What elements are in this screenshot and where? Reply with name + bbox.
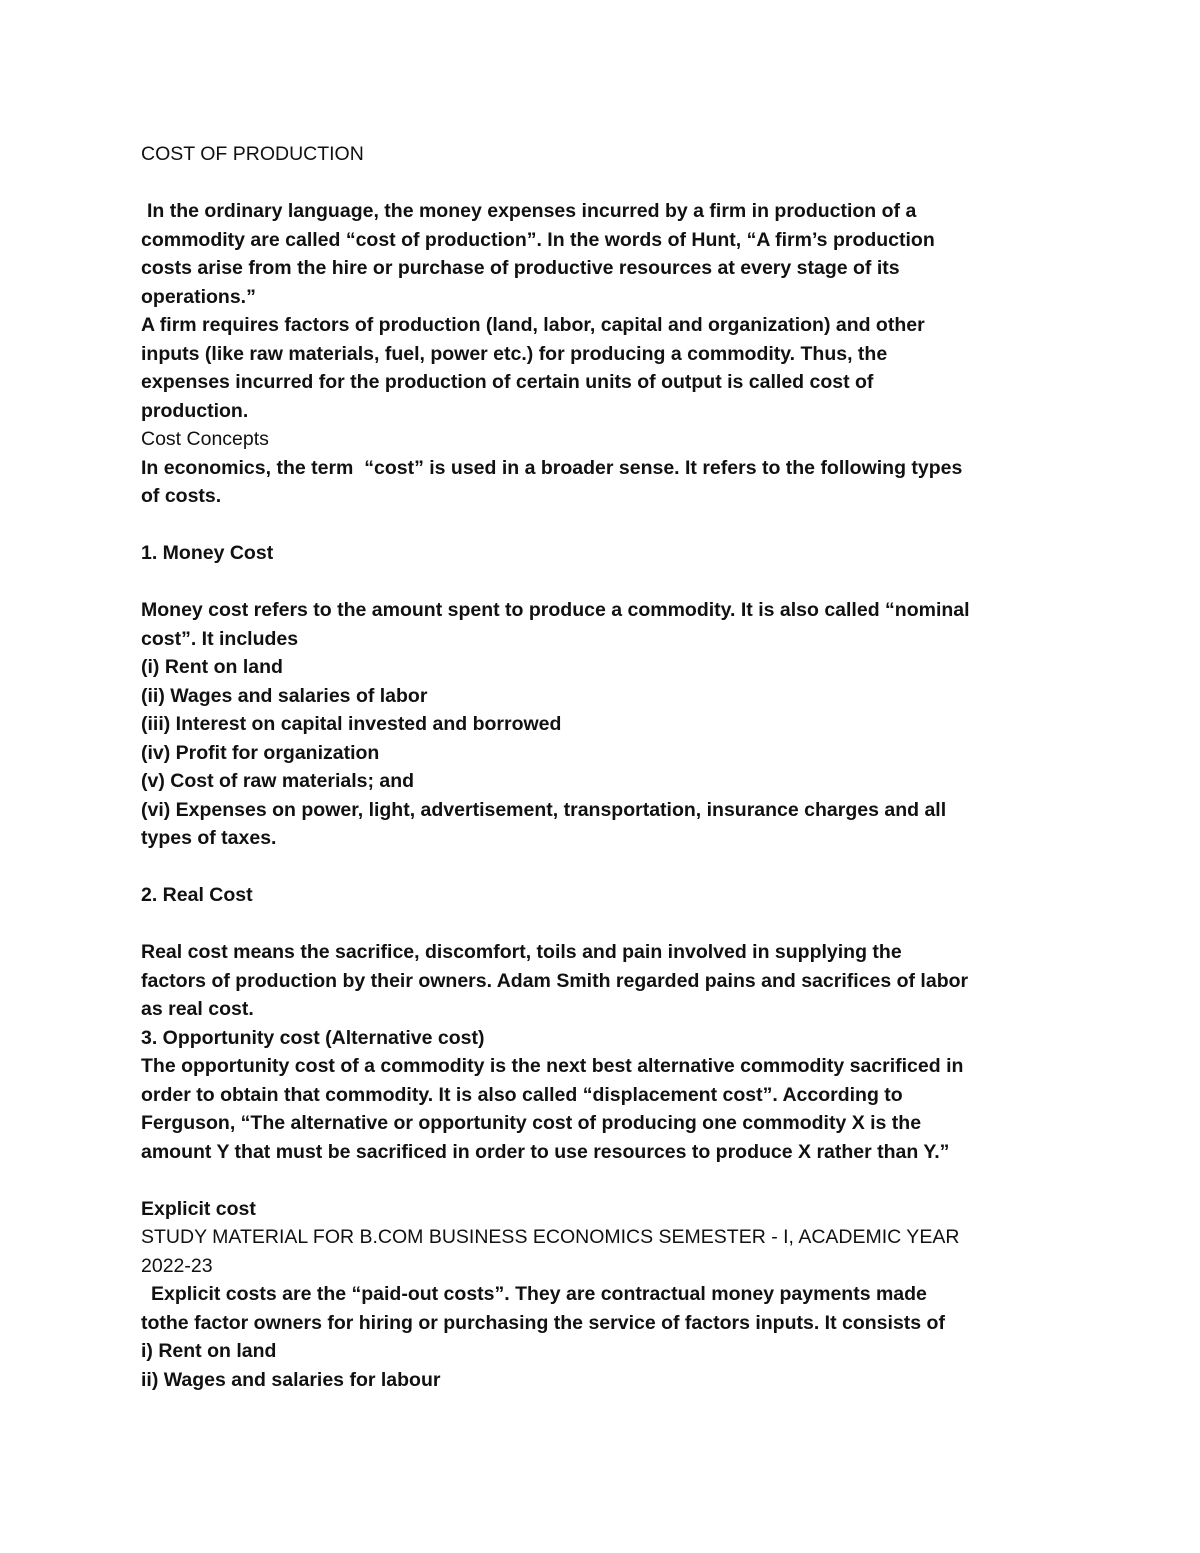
text-line: (vi) Expenses on power, light, advertisement, transportation, insurance charges and all: [141, 798, 947, 821]
text-line: order to obtain that commodity. It is also called “displacement cost”. According to: [141, 1083, 903, 1106]
blank-line: [141, 169, 1071, 198]
text-line: (v) Cost of raw materials; and: [141, 770, 415, 792]
text-line: Money cost refers to the amount spent to produce a commodity. It is also called “nominal: [141, 599, 970, 621]
text-line: 2. Real Cost: [141, 884, 253, 906]
text-line: expenses incurred for the production of certain units of output is called cost of: [141, 371, 874, 393]
text-line: (iii) Interest on capital invested and borrowed: [141, 713, 562, 735]
blank-line: [141, 1166, 1071, 1195]
blank-line: [141, 568, 1071, 597]
text-line: In the ordinary language, the money expenses incurred by a firm in production of a: [147, 200, 917, 222]
text-line: Explicit cost: [141, 1197, 256, 1220]
text-line: 1. Money Cost: [141, 542, 274, 564]
text-line: i) Rent on land: [141, 1340, 277, 1362]
text-line: ii) Wages and salaries for labour: [141, 1368, 441, 1391]
text-line: cost”. It includes: [141, 627, 299, 650]
text-line: Real cost means the sacrifice, discomfort, toils and pain involved in supplying the: [141, 941, 902, 963]
text-line: tothe factor owners for hiring or purchasing the service of factors inputs. It consists of: [141, 1311, 945, 1334]
text-line: of costs.: [141, 485, 222, 507]
text-line: A firm requires factors of production (land, labor, capital and organization) and other: [141, 314, 925, 336]
text-line: inputs (like raw materials, fuel, power etc.) for producing a commodity. Thus, the: [141, 342, 888, 365]
text-line: (ii) Wages and salaries of labor: [141, 684, 428, 707]
text-line: Ferguson, “The alternative or opportunity cost of producing one commodity X is the: [141, 1112, 922, 1134]
text-line: Cost Concepts: [141, 428, 269, 450]
text-line: types of taxes.: [141, 827, 277, 849]
blank-line: [141, 853, 1071, 882]
text-line: (i) Rent on land: [141, 656, 283, 678]
text-line: as real cost.: [141, 998, 254, 1020]
text-line: operations.”: [141, 285, 256, 308]
text-line: factors of production by their owners. Adam Smith regarded pains and sacrifices of labor: [141, 969, 969, 992]
text-line: commodity are called “cost of production”. In the words of Hunt, “A firm’s production: [141, 228, 935, 251]
text-line: The opportunity cost of a commodity is the next best alternative commodity sacrificed in: [141, 1055, 964, 1077]
text-line: Explicit costs are the “paid-out costs”. They are contractual money payments made: [151, 1283, 927, 1305]
blank-line: [141, 910, 1071, 939]
text-line: 3. Opportunity cost (Alternative cost): [141, 1026, 485, 1049]
text-line: In economics, the term “cost” is used in a broader sense. It refers to the following types: [141, 456, 963, 479]
document-title: COST OF PRODUCTION: [141, 143, 364, 165]
text-line: (iv) Profit for organization: [141, 741, 380, 764]
text-line: production.: [141, 399, 249, 422]
text-line: STUDY MATERIAL FOR B.COM BUSINESS ECONOMICS SEMESTER - I, ACADEMIC YEAR: [141, 1226, 960, 1248]
blank-line: [141, 511, 1071, 540]
document-lines: [141, 169, 1071, 1395]
text-line: 2022-23: [141, 1254, 213, 1277]
text-line: amount Y that must be sacrificed in order to use resources to produce X rather than Y.”: [141, 1140, 950, 1163]
document-body: [141, 140, 1071, 1394]
text-line: costs arise from the hire or purchase of productive resources at every stage of its: [141, 257, 900, 279]
